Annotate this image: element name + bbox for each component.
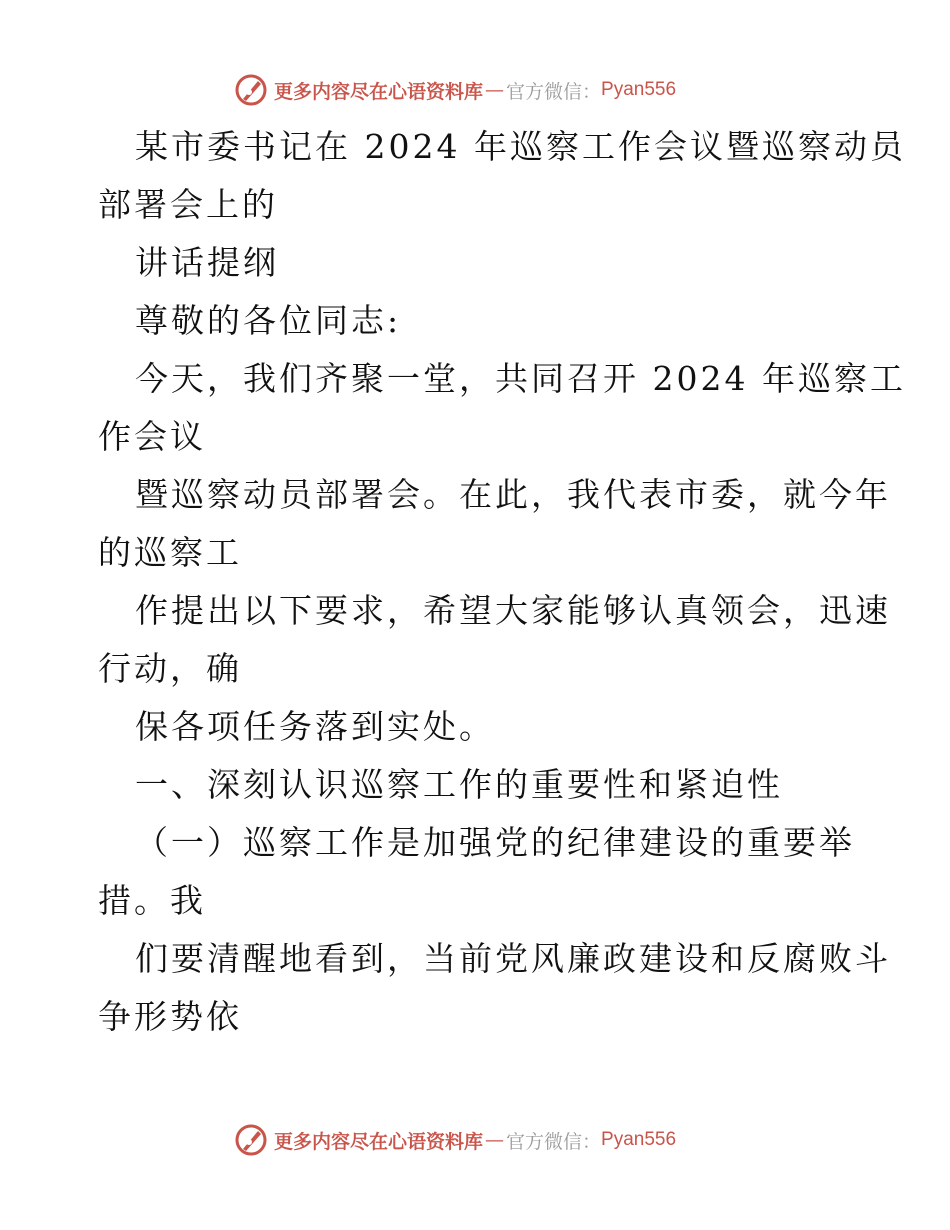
watermark-dash: — — [485, 79, 505, 101]
section-heading: 一、深刻认识巡察工作的重要性和紧迫性 — [135, 765, 783, 804]
watermark-official: 官方微信： — [506, 1130, 602, 1153]
quill-logo-icon — [234, 73, 268, 107]
watermark-official: 官方微信： — [506, 80, 602, 103]
watermark-wechat-id: Pyan556 — [601, 79, 677, 100]
text-line: 尊敬的各位同志: — [135, 301, 402, 340]
text-line: 作会议 — [98, 417, 206, 456]
text-line: （一）巡察工作是加强党的纪律建设的重要举 — [135, 823, 855, 862]
text-line: 部署会上的 — [98, 185, 278, 224]
watermark-brand: 更多内容尽在心语资料库 — [274, 1130, 484, 1153]
text-line: 暨巡察动员部署会。在此，我代表市委，就今年 — [135, 475, 891, 514]
text-line: 保各项任务落到实处。 — [135, 707, 495, 746]
text-line: 讲话提纲 — [135, 243, 279, 282]
text-line: 们要清醒地看到，当前党风廉政建设和反腐败斗 — [135, 939, 891, 978]
text-line: 行动，确 — [98, 649, 242, 688]
watermark-dash: — — [485, 1129, 505, 1151]
quill-logo-icon — [234, 1123, 268, 1157]
footer-watermark — [234, 1122, 676, 1158]
watermark-brand: 更多内容尽在心语资料库 — [274, 80, 484, 103]
text-line: 某市委书记在 2024 年巡察工作会议暨巡察动员 — [135, 127, 906, 166]
document-body — [98, 118, 906, 1046]
text-line: 今天，我们齐聚一堂，共同召开 2024 年巡察工 — [135, 359, 906, 398]
text-line: 争形势依 — [98, 997, 242, 1036]
text-line: 措。我 — [98, 881, 206, 920]
header-watermark — [234, 72, 676, 108]
text-line: 作提出以下要求，希望大家能够认真领会，迅速 — [135, 591, 891, 630]
watermark-wechat-id: Pyan556 — [601, 1129, 677, 1150]
text-line: 的巡察工 — [98, 533, 242, 572]
